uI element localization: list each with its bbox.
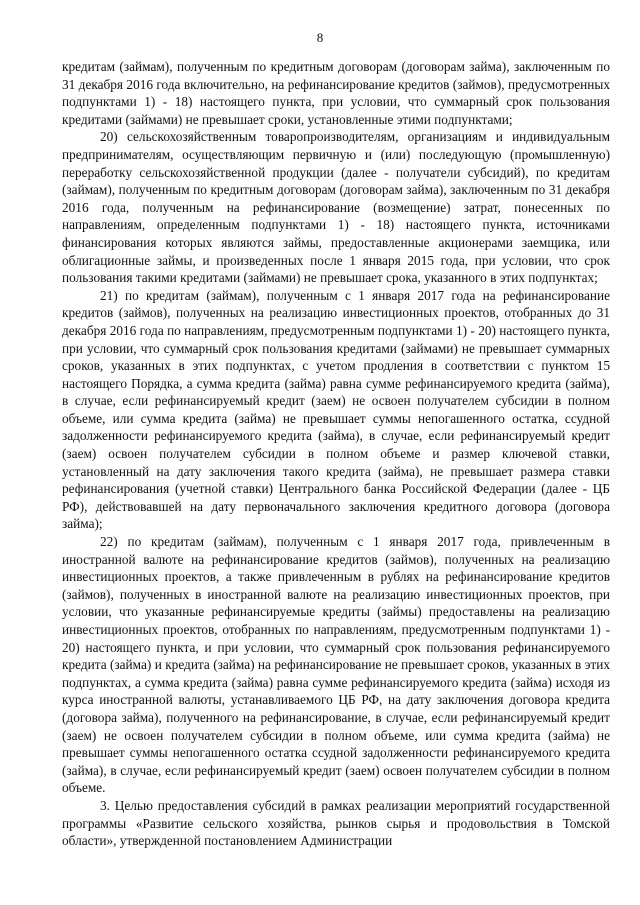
paragraph-continuation: кредитам (займам), полученным по кредитным договорам (договорам займа), заключенным по 31 декабря 2016 года включительно, на рефинансирование кредитов (займов), предусмотренных подпунктами 1) - 18) настоящего пункта, при условии, что суммарный срок пользования кредитами (займами) не превышает сроки, установленные этими подпунктами; — [62, 59, 610, 127]
paragraph-item-22: 22) по кредитам (займам), полученным с 1 января 2017 года, привлеченным в иностранной валюте на рефинансирование кредитов (займов), полученных на реализацию инвестиционных проектов, а также привлеченным в рублях на рефинансирование кредитов (займов), полученных в иностранной валюте на реализацию инвестиционных проектов, при условии, что указанные рефинансируемые кредиты (займы) предоставлены на реализацию инвестиционных проектов, отобранных по направлениям, предусмотренным подпунктами 1) - 20) настоящего пункта, и при условии, что суммарный срок пользования рефинансируемого кредита (займа) и кредита (займа) на рефинансирование не превышает сроков, указанных в этих подпунктах, а сумма кредита (займа) равна сумме рефинансируемого кредита (займа) исходя из курса иностранной валюты, устанавливаемого ЦБ РФ, на дату заключения договора кредита (договора займа), полученного на рефинансирование, в случае, если рефинансируемый кредит (заем) не освоен получателем субсидии в полном объеме, или сумма кредита (займа) не превышает суммы непогашенного остатка ссудной задолженности рефинансируемого кредита (займа), в случае, если рефинансируемый кредит (заем) освоен получателем субсидии в полном объеме. — [62, 534, 610, 796]
document-body — [62, 58, 610, 850]
paragraph-point-3: 3. Целью предоставления субсидий в рамках реализации мероприятий государственной программы «Развитие сельского хозяйства, рынков сырья и продовольствия в Томской области», утвержденной постановлением Администрации — [62, 797, 610, 849]
paragraph-item-20: 20) сельскохозяйственным товаропроизводителям, организациям и индивидуальным предпринимателям, осуществляющим первичную и (или) последующую (промышленную) переработку сельскохозяйственной продукции (далее - получатели субсидий), по кредитам (займам), полученным по кредитным договорам (договорам займа), заключенным по 31 декабря 2016 года, полученным на рефинансирование (возмещение) затрат, понесенных по направлениям, определенным подпунктами 1) - 18) настоящего пункта, источниками финансирования которых являются займы, предоставленные акционерами заемщика, или облигационные займы, и произведенных после 1 января 2015 года, при условии, что срок пользования такими кредитами (займами) не превышает срока, указанного в этих подпунктах; — [62, 129, 610, 286]
page-number: 8 — [316, 30, 324, 45]
paragraph-item-21: 21) по кредитам (займам), полученным с 1 января 2017 года на рефинансирование кредитов (займов), полученных на реализацию инвестиционных проектов, отобранных до 31 декабря 2016 года по направлениям, предусмотренным подпунктами 1) - 20) настоящего пункта, при условии, что суммарный срок пользования кредитами (займами) не превышает суммарных сроков, указанных в этих подпунктах, с учетом продления в соответствии с пунктом 15 настоящего Порядка, а сумма кредита (займа) равна сумме рефинансируемого кредита (займа), в случае, если рефинансируемый кредит (заем) не освоен получателем субсидии в полном объеме, или сумма кредита (займа) не превышает суммы непогашенного остатка, ссудной задолженности рефинансируемого кредита (займа), в случае, если рефинансируемый кредит (заем) освоен получателем субсидии в полном объеме и размер ключевой ставки, установленный на дату заключения такого кредита (займа), не превышает размера ставки рефинансирования (учетной ставки) Центрального банка Российской Федерации (далее - ЦБ РФ), действовавшей на дату первоначального заключения кредитного договора (договора займа); — [62, 287, 610, 532]
